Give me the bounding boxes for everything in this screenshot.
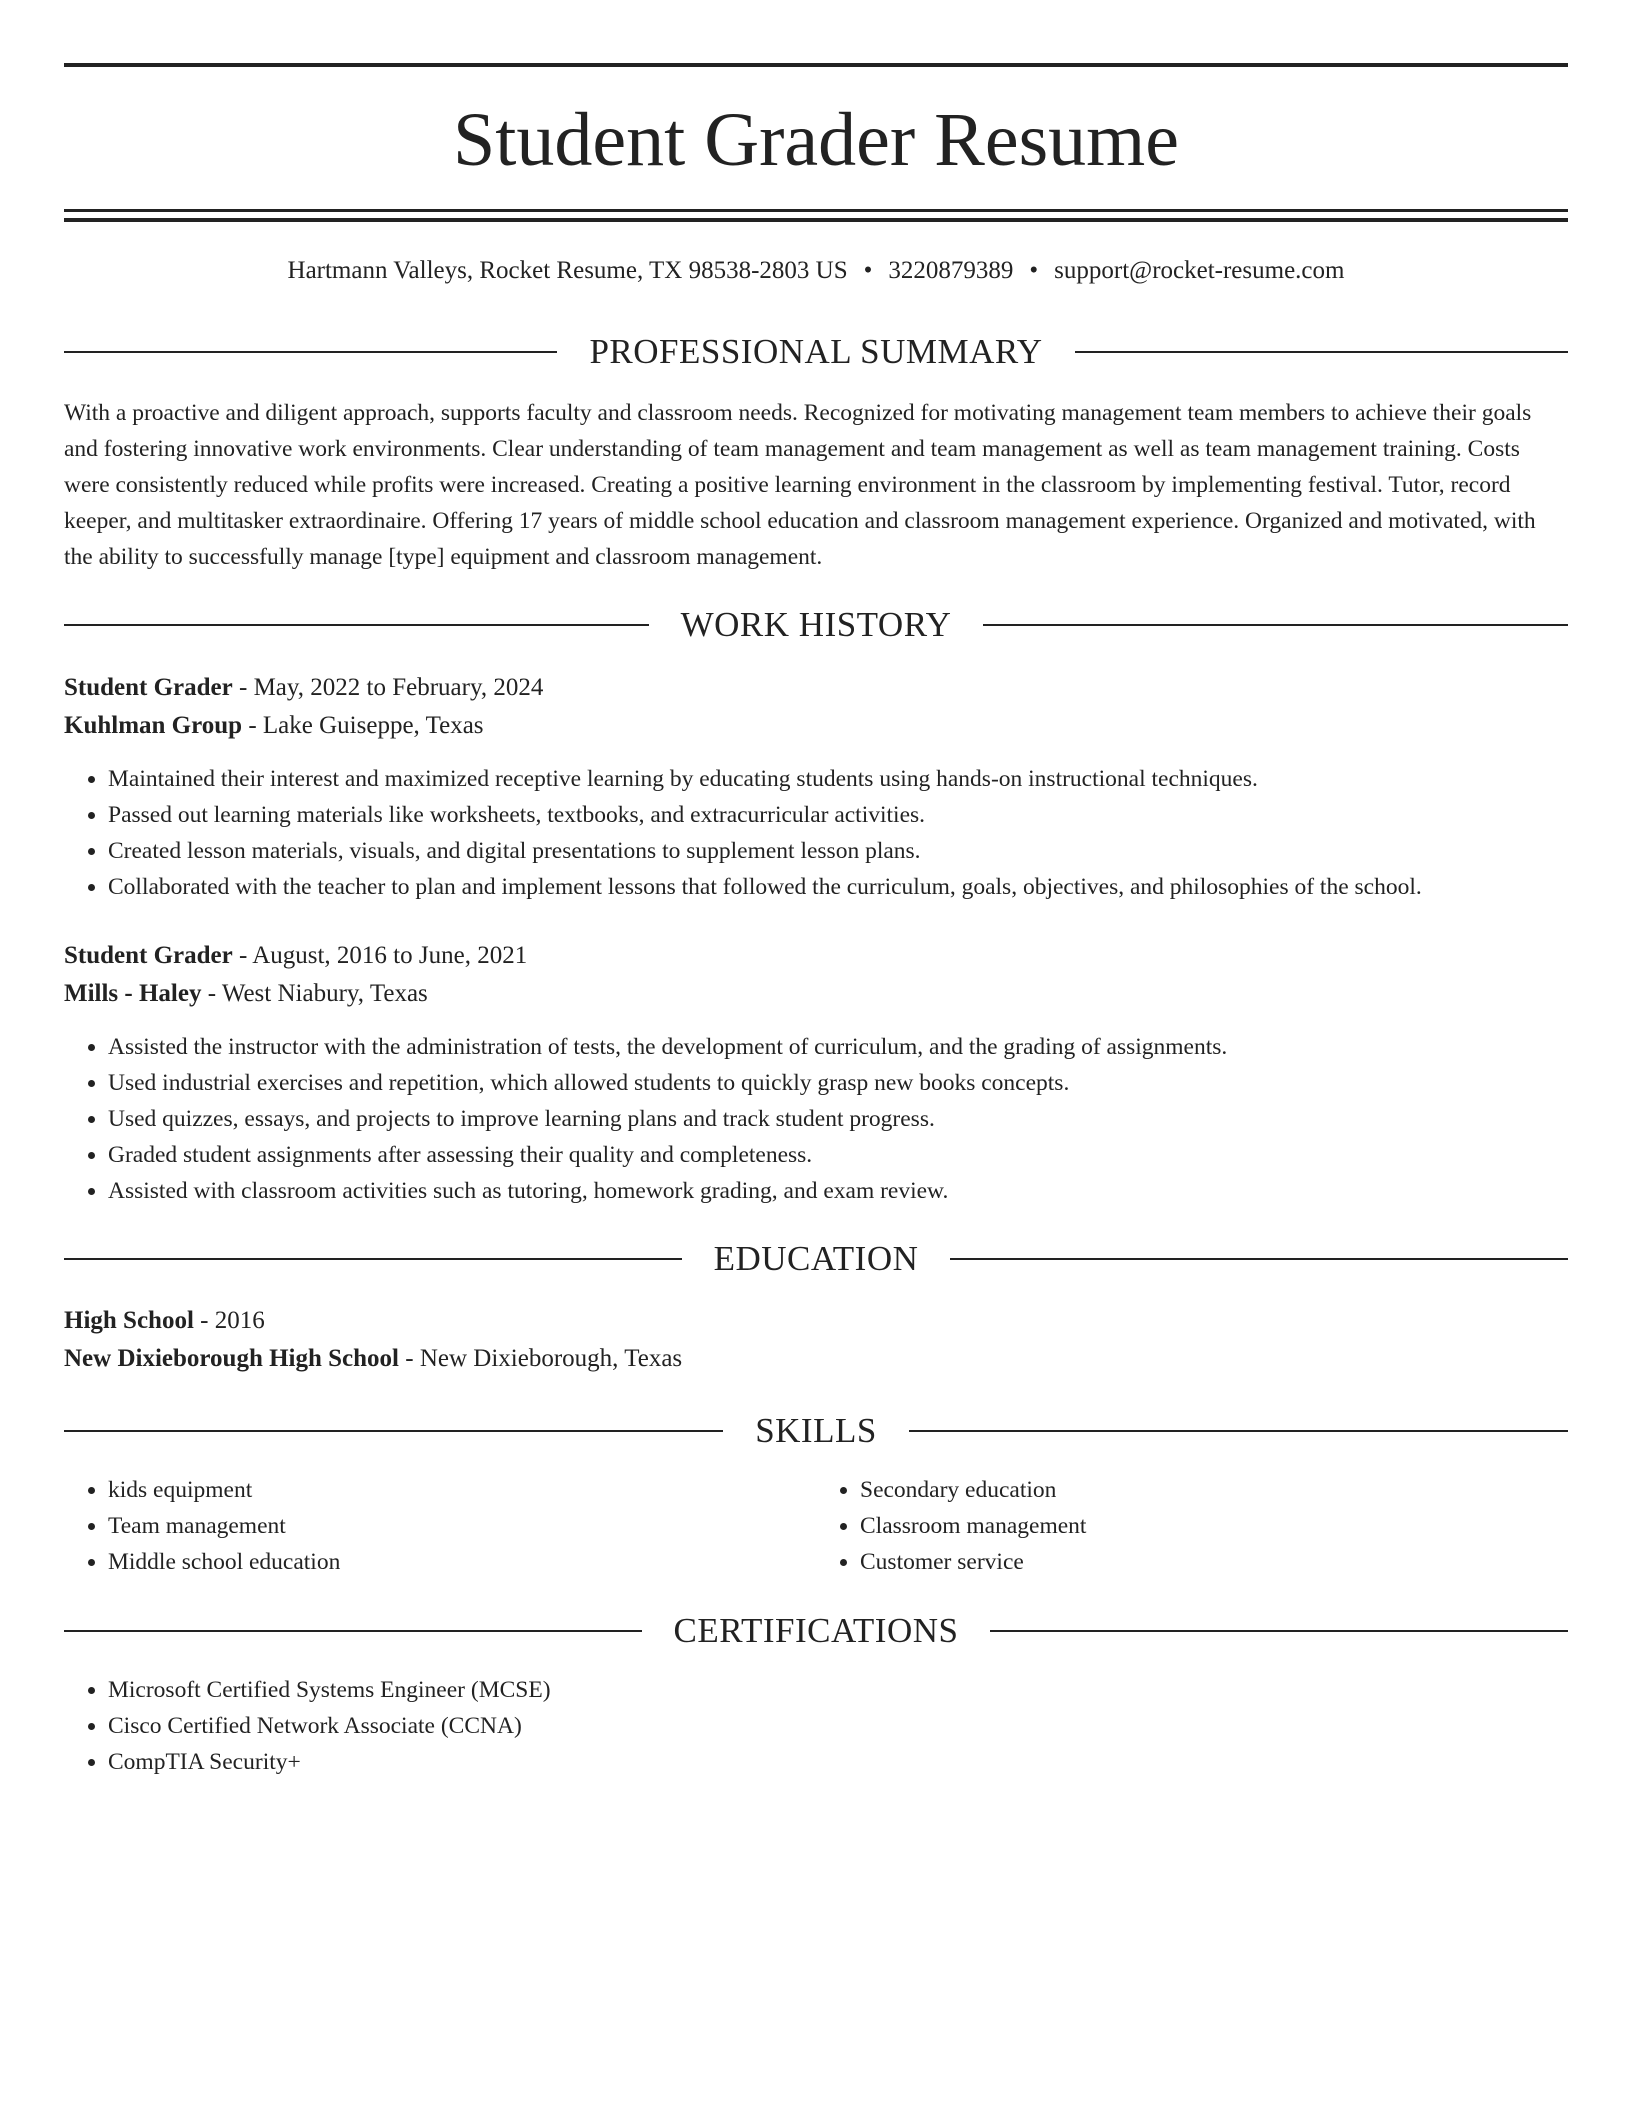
contact-line <box>64 253 1568 289</box>
job-title: Student Grader <box>64 942 233 969</box>
title-double-rule <box>64 209 1568 222</box>
heading-rule <box>64 1430 723 1432</box>
contact-separator: • <box>1029 257 1039 284</box>
summary-section <box>64 395 1568 575</box>
job-company: Kuhlman Group <box>64 712 243 739</box>
certifications-section <box>64 1672 1568 1780</box>
skill-item: • Middle school education <box>108 1544 816 1580</box>
list-item: • Assisted with classroom activities such as tutoring, homework grading, and exam review. <box>108 1173 1568 1209</box>
summary-text: With a proactive and diligent approach, supports faculty and classroom needs. Recognized for motivating management team members to achieve their goals and fostering innovative work environments. Clear understanding of team management and team management as well as team management training. Costs were consistently reduced while profits were increased. Creating a positive learning environment in the classroom by implementing festival. Tutor, record keeper, and multitasker extraordinaire. Offering 17 years of middle school education and classroom management experience. Organized and motivated, with the ability to successfully manage [type] equipment and classroom management. <box>64 400 1536 570</box>
section-title: PROFESSIONAL SUMMARY <box>589 332 1043 371</box>
job-entry <box>64 669 1568 905</box>
list-item: • Used quizzes, essays, and projects to improve learning plans and track student progress. <box>108 1101 1568 1137</box>
education-heading <box>64 1235 1568 1283</box>
heading-rule <box>64 1258 682 1260</box>
education-entry <box>64 1302 1568 1378</box>
heading-rule <box>1075 351 1568 353</box>
heading-rule <box>64 624 649 626</box>
job-title-line <box>64 669 1568 707</box>
skills-column-left <box>64 1472 816 1580</box>
certification-item: • CompTIA Security+ <box>108 1744 1568 1780</box>
skill-item: • Team management <box>108 1508 816 1544</box>
certifications-heading <box>64 1607 1568 1655</box>
job-company-line <box>64 975 1568 1013</box>
skills-heading <box>64 1407 1568 1455</box>
heading-rule <box>983 624 1568 626</box>
heading-rule <box>64 351 557 353</box>
skill-item: • Classroom management <box>860 1508 1568 1544</box>
education-school: New Dixieborough High School <box>64 1345 399 1372</box>
job-company-line <box>64 707 1568 745</box>
job-location: - West Niabury, Texas <box>201 980 428 1007</box>
certification-item: • Cisco Certified Network Associate (CCNA) <box>108 1708 1568 1744</box>
section-title: CERTIFICATIONS <box>673 1611 959 1650</box>
section-title: WORK HISTORY <box>680 605 952 644</box>
education-school-line <box>64 1340 1568 1378</box>
list-item: • Collaborated with the teacher to plan and implement lessons that followed the curriculum, goals, objectives, and philosophies of the school. <box>108 869 1568 905</box>
section-title: SKILLS <box>755 1411 877 1450</box>
summary-heading <box>64 328 1568 376</box>
resume-title: Student Grader Resume <box>452 98 1180 182</box>
contact-separator: • <box>863 257 873 284</box>
education-degree: High School <box>64 1307 194 1334</box>
skill-item: • Customer service <box>860 1544 1568 1580</box>
work-history-heading <box>64 601 1568 649</box>
job-title-line <box>64 937 1568 975</box>
job-dates: - August, 2016 to June, 2021 <box>232 942 528 969</box>
education-location: - New Dixieborough, Texas <box>399 1345 683 1372</box>
certification-item: • Microsoft Certified Systems Engineer (MCSE) <box>108 1672 1568 1708</box>
list-item: • Assisted the instructor with the administration of tests, the development of curriculum, and the grading of assignments. <box>108 1029 1568 1065</box>
top-rule <box>64 63 1568 67</box>
education-degree-line <box>64 1302 1568 1340</box>
list-item: • Graded student assignments after assessing their quality and completeness. <box>108 1137 1568 1173</box>
list-item: • Maintained their interest and maximized receptive learning by educating students using hands-on instructional techniques. <box>108 761 1568 797</box>
job-bullets <box>64 761 1568 905</box>
skill-item: • Secondary education <box>860 1472 1568 1508</box>
job-dates: - May, 2022 to February, 2024 <box>232 674 544 701</box>
contact-email: support@rocket-resume.com <box>1054 257 1345 284</box>
job-entry <box>64 937 1568 1209</box>
skills-column-right <box>816 1472 1568 1580</box>
list-item: • Passed out learning materials like worksheets, textbooks, and extracurricular activities. <box>108 797 1568 833</box>
list-item: • Used industrial exercises and repetition, which allowed students to quickly grasp new books concepts. <box>108 1065 1568 1101</box>
section-title: EDUCATION <box>713 1239 919 1278</box>
contact-address: Hartmann Valleys, Rocket Resume, TX 98538-2803 US <box>287 257 848 284</box>
heading-rule <box>990 1630 1568 1632</box>
heading-rule <box>64 1630 642 1632</box>
heading-rule <box>909 1430 1568 1432</box>
heading-rule <box>950 1258 1568 1260</box>
education-year: - 2016 <box>193 1307 265 1334</box>
job-title: Student Grader <box>64 674 233 701</box>
job-company: Mills - Haley <box>64 980 202 1007</box>
job-bullets <box>64 1029 1568 1209</box>
skills-list <box>64 1472 1568 1580</box>
list-item: • Created lesson materials, visuals, and digital presentations to supplement lesson plans. <box>108 833 1568 869</box>
contact-phone: 3220879389 <box>888 257 1014 284</box>
skill-item: • kids equipment <box>108 1472 816 1508</box>
job-location: - Lake Guiseppe, Texas <box>242 712 484 739</box>
certifications-list <box>64 1672 1568 1780</box>
